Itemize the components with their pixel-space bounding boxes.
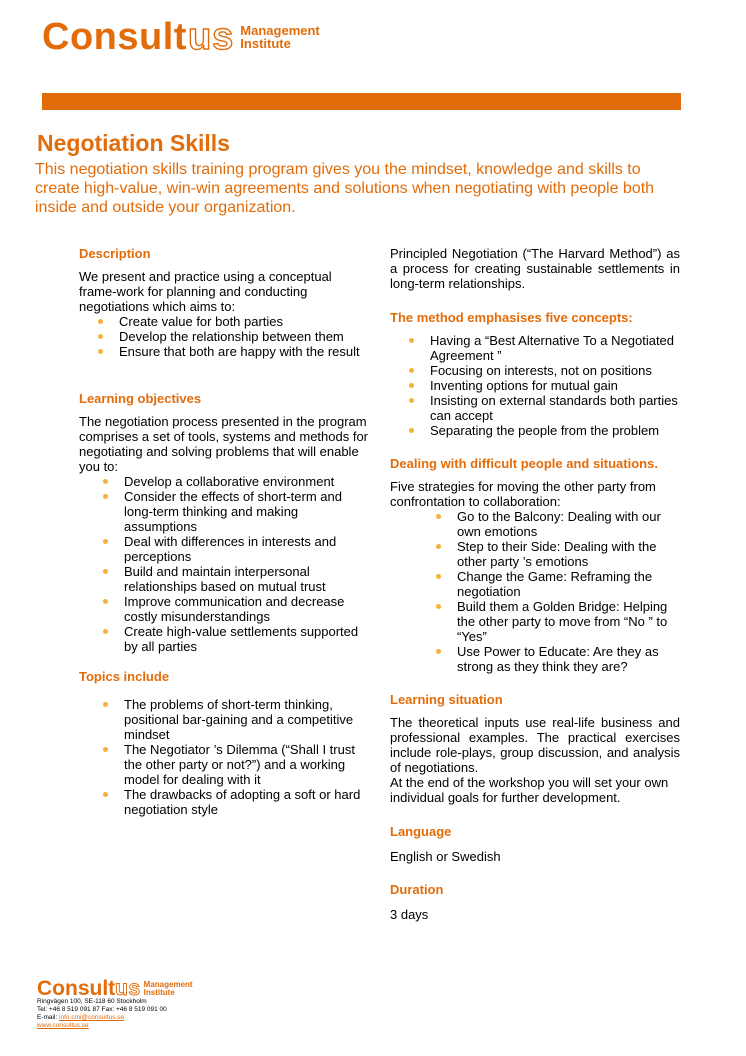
list-item: The Negotiator ’s Dilemma (“Shall I trust the other party or not?”) and a working model for dealing with it: [79, 742, 368, 787]
right-column: [390, 246, 680, 922]
logo-institute: Institute: [240, 36, 291, 51]
logo-management: Management: [240, 23, 320, 38]
method-list: [390, 333, 680, 438]
difficult-list: [390, 509, 680, 674]
footer-phone: Tel: +46 8 519 091 87 Fax: +46 8 519 091 00: [37, 1006, 167, 1013]
duration-heading: Duration: [390, 882, 444, 897]
situation-heading: Learning situation: [390, 692, 503, 707]
logo-us-text: us: [187, 16, 235, 58]
list-item: Build them a Golden Bridge: Helping the other party to move from “No ” to “Yes”: [390, 599, 680, 644]
list-item: Use Power to Educate: Are they as strong as they think they are?: [390, 644, 680, 674]
situation-line: individual goals for further development.: [390, 790, 621, 805]
topics-list: [79, 697, 368, 817]
intro-text: This negotiation skills training program gives you the mindset, knowledge and skills to create high-value, win-win agreements and solutions when negotiating with people both inside and outside your organization.: [35, 161, 655, 216]
language-heading: Language: [390, 824, 452, 839]
footer-email-link[interactable]: info.cmi@consultus.se: [59, 1014, 125, 1021]
list-item: Change the Game: Reframing the negotiation: [390, 569, 680, 599]
method-heading: The method emphasises five concepts:: [390, 310, 633, 325]
objectives-line: negotiating and solving problems that will enable: [79, 444, 359, 459]
list-item: Ensure that both are happy with the result: [79, 344, 368, 359]
footer-contact: [37, 998, 167, 1030]
footer-logo-consult: Consult: [37, 977, 116, 1000]
header-bar: [42, 93, 681, 110]
list-item: Separating the people from the problem: [390, 423, 680, 438]
list-item: Having a “Best Alternative To a Negotiated Agreement ”: [390, 333, 680, 363]
objectives-heading: Learning objectives: [79, 391, 202, 406]
list-item: Step to their Side: Dealing with the other party ’s emotions: [390, 539, 680, 569]
description-heading: Description: [79, 246, 151, 261]
list-item: Create value for both parties: [79, 314, 368, 329]
principled-text: Principled Negotiation (“The Harvard Method”) as a process for creating sustainable settlements in long-term relationships.: [390, 246, 680, 291]
list-item: The drawbacks of adopting a soft or hard negotiation style: [79, 787, 368, 817]
footer-email-line: [37, 1014, 167, 1022]
language-value: English or Swedish: [390, 849, 501, 864]
footer-web-link[interactable]: www.consultus.se: [37, 1022, 89, 1029]
description-text: We present and practice using a conceptual frame-work for planning and conducting negotiations which aims to:: [79, 269, 332, 314]
objectives-line: you to:: [79, 459, 119, 474]
footer-logo-us: us: [115, 977, 141, 1000]
duration-value: 3 days: [390, 907, 429, 922]
list-item: Consider the effects of short-term and long-term thinking and making assumptions: [79, 489, 368, 534]
topics-heading: Topics include: [79, 669, 170, 684]
list-item: Inventing options for mutual gain: [390, 378, 680, 393]
list-item: Improve communication and decrease costly misunderstandings: [79, 594, 368, 624]
logo-consult-text: Consult: [42, 16, 187, 58]
list-item: Deal with differences in interests and perceptions: [79, 534, 368, 564]
list-item: Build and maintain interpersonal relationships based on mutual trust: [79, 564, 368, 594]
logo-subtitle: [240, 24, 319, 50]
description-list: [79, 314, 368, 359]
situation-text: The theoretical inputs use real-life business and professional examples. The practical exercises include role-plays, group discussion, and analysis of negotiations.: [390, 715, 680, 775]
list-item: The problems of short-term thinking, positional bar-gaining and a competitive mindset: [79, 697, 368, 742]
objectives-line: comprises a set of tools, systems and methods for: [79, 429, 369, 444]
difficult-text: Five strategies for moving the other party from confrontation to collaboration:: [390, 479, 656, 509]
left-column: [79, 246, 368, 817]
list-item: Go to the Balcony: Dealing with our own emotions: [390, 509, 680, 539]
list-item: Focusing on interests, not on positions: [390, 363, 680, 378]
objectives-line: The negotiation process presented in the program: [79, 414, 367, 429]
objectives-list: [79, 474, 368, 654]
footer-web-line: [37, 1022, 167, 1030]
list-item: Develop a collaborative environment: [79, 474, 368, 489]
footer-logo-institute: Institute: [143, 987, 175, 997]
footer-email-label: E-mail:: [37, 1014, 60, 1021]
list-item: Develop the relationship between them: [79, 329, 368, 344]
footer-address: Ringvägen 100, SE-118 60 Stockholm: [37, 998, 147, 1005]
difficult-heading: Dealing with difficult people and situations.: [390, 456, 658, 471]
footer-logo: [37, 978, 193, 999]
list-item: Create high-value settlements supported by all parties: [79, 624, 368, 654]
list-item: Insisting on external standards both parties can accept: [390, 393, 680, 423]
page-title: Negotiation Skills: [37, 130, 230, 156]
footer-logo-subtitle: [144, 981, 193, 997]
header-logo: [42, 18, 320, 56]
footer-logo-management: Management: [143, 979, 193, 989]
situation-line: At the end of the workshop you will set your own: [390, 775, 669, 790]
